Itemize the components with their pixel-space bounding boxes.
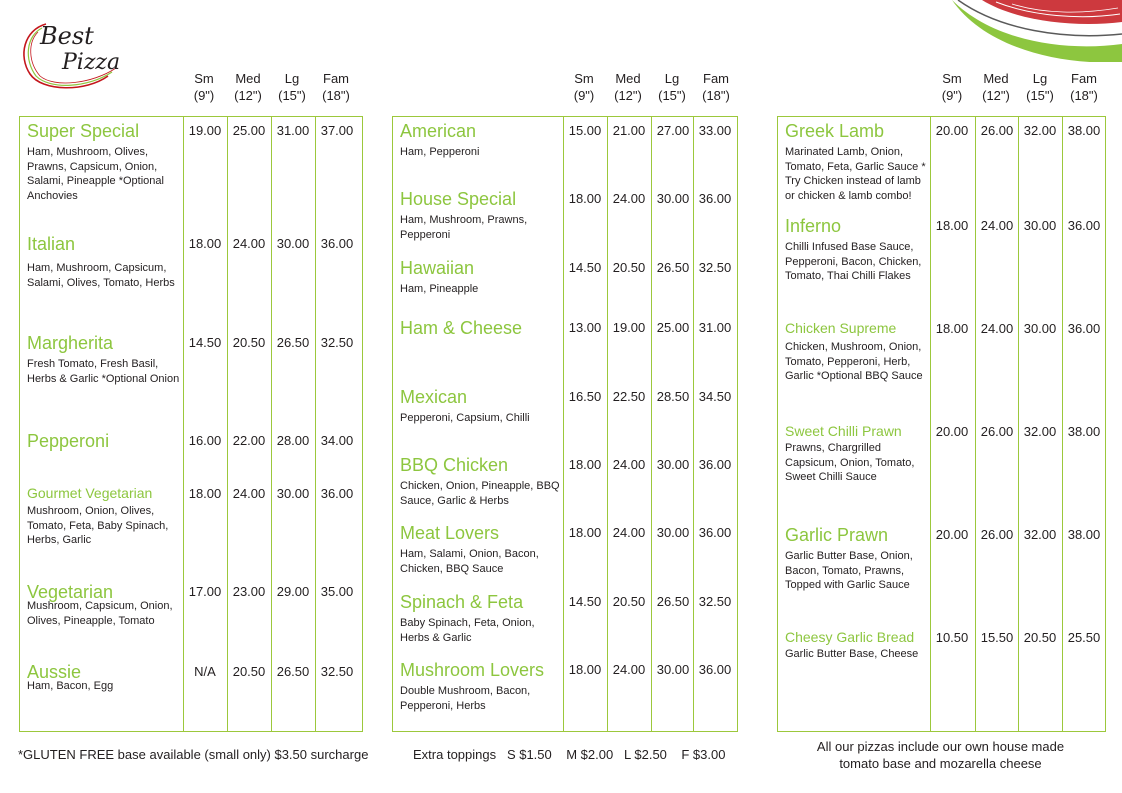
price-medium: 24.00 xyxy=(612,662,646,677)
price-small: 15.00 xyxy=(568,123,602,138)
price-family: 38.00 xyxy=(1067,527,1101,542)
size-header-large: Lg (15") xyxy=(278,71,306,103)
price-family: 33.00 xyxy=(698,123,732,138)
price-family: 34.00 xyxy=(320,433,354,448)
price-medium: 21.00 xyxy=(612,123,646,138)
price-large: 20.50 xyxy=(1023,630,1057,645)
price-small: 14.50 xyxy=(568,260,602,275)
item-name: Chicken Supreme xyxy=(785,320,897,336)
price-family: 36.00 xyxy=(698,662,732,677)
price-medium: 20.50 xyxy=(232,335,266,350)
size-header xyxy=(930,70,1106,104)
item-name: Garlic Prawn xyxy=(785,525,889,545)
item-name: Vegetarian xyxy=(27,582,114,602)
price-small: 20.00 xyxy=(935,123,969,138)
price-large: 28.50 xyxy=(656,389,690,404)
price-family: 38.00 xyxy=(1067,424,1101,439)
item-name: Pepperoni xyxy=(27,431,110,451)
brand-name-pizza: Pizza xyxy=(62,50,121,75)
item-name: Meat Lovers xyxy=(400,523,500,543)
item-description: Garlic Butter Base, Cheese xyxy=(785,648,919,660)
price-family: 36.00 xyxy=(698,191,732,206)
size-header-family: Fam (18") xyxy=(702,71,730,103)
price-medium: 26.00 xyxy=(980,424,1014,439)
price-family: 37.00 xyxy=(320,123,354,138)
price-family: 34.50 xyxy=(698,389,732,404)
price-small: 16.00 xyxy=(188,433,222,448)
size-header-large: Lg (15") xyxy=(1026,71,1054,103)
item-description: Mushroom, Capsicum, Onion, Olives, Pineapple, Tomato xyxy=(27,600,173,627)
size-header-small: Sm (9") xyxy=(193,71,215,103)
item-name: Spinach & Feta xyxy=(400,592,524,612)
price-large: 32.00 xyxy=(1023,527,1057,542)
price-family: 31.00 xyxy=(698,320,732,335)
size-header-small: Sm (9") xyxy=(573,71,595,103)
price-large: 30.00 xyxy=(656,191,690,206)
price-large: 25.00 xyxy=(656,320,690,335)
item-name: Mushroom Lovers xyxy=(400,660,545,680)
price-medium: 24.00 xyxy=(612,525,646,540)
item-description: Ham, Mushroom, Olives, Prawns, Capsicum, Onion, Salami, Pineapple *Optional Anchovies xyxy=(27,146,164,202)
item-name: Inferno xyxy=(785,216,842,236)
price-medium: 24.00 xyxy=(980,321,1014,336)
price-small: 20.00 xyxy=(935,424,969,439)
gluten-free-note: *GLUTEN FREE base available (small only) $3.50 surcharge xyxy=(18,747,369,762)
price-family: 36.00 xyxy=(698,525,732,540)
item-description: Marinated Lamb, Onion, Tomato, Feta, Garlic Sauce * Try Chicken instead of lamb or chicken & lamb combo! xyxy=(785,146,926,202)
item-name: American xyxy=(400,121,477,141)
price-medium: 24.00 xyxy=(612,191,646,206)
house-sauce-line-2: tomato base and mozarella cheese xyxy=(839,756,1042,771)
price-medium: 25.00 xyxy=(232,123,266,138)
item-description: Prawns, Chargrilled Capsicum, Onion, Tomato, Sweet Chilli Sauce xyxy=(785,442,915,483)
price-medium: 26.00 xyxy=(980,123,1014,138)
item-description: Ham, Mushroom, Prawns, Pepperoni xyxy=(400,214,528,241)
item-name: Greek Lamb xyxy=(785,121,885,141)
item-name: Super Special xyxy=(27,121,140,141)
price-family: 36.00 xyxy=(1067,321,1101,336)
price-small: 18.00 xyxy=(188,486,222,501)
size-header xyxy=(562,70,738,104)
item-description: Ham, Pineapple xyxy=(400,283,479,295)
price-medium: 24.00 xyxy=(980,218,1014,233)
item-name: Gourmet Vegetarian xyxy=(27,485,153,501)
item-description: Ham, Mushroom, Capsicum, Salami, Olives, Tomato, Herbs xyxy=(27,262,175,289)
item-name: Hawaiian xyxy=(400,258,475,278)
price-small: 17.00 xyxy=(188,584,222,599)
price-large: 27.00 xyxy=(656,123,690,138)
price-medium: 22.00 xyxy=(232,433,266,448)
price-large: 26.50 xyxy=(656,594,690,609)
price-small: 16.50 xyxy=(568,389,602,404)
price-family: 36.00 xyxy=(698,457,732,472)
price-medium: 24.00 xyxy=(232,486,266,501)
size-header-family: Fam (18") xyxy=(1070,71,1098,103)
price-large: 28.00 xyxy=(276,433,310,448)
item-description: Chicken, Onion, Pineapple, BBQ Sauce, Garlic & Herbs xyxy=(400,480,560,507)
price-large: 26.50 xyxy=(276,664,310,679)
price-small: 20.00 xyxy=(935,527,969,542)
price-small: 14.50 xyxy=(188,335,222,350)
price-medium: 20.50 xyxy=(612,260,646,275)
item-description: Ham, Salami, Onion, Bacon, Chicken, BBQ Sauce xyxy=(400,548,539,575)
item-name: Ham & Cheese xyxy=(400,318,523,338)
item-name: Italian xyxy=(27,234,76,254)
item-name: Cheesy Garlic Bread xyxy=(785,629,915,645)
size-header-small: Sm (9") xyxy=(941,71,963,103)
price-medium: 19.00 xyxy=(612,320,646,335)
price-medium: 24.00 xyxy=(612,457,646,472)
price-small: 18.00 xyxy=(568,525,602,540)
price-medium: 20.50 xyxy=(612,594,646,609)
menu-panel-2 xyxy=(392,116,738,732)
menu-panel-1 xyxy=(19,116,363,732)
price-large: 30.00 xyxy=(276,486,310,501)
price-medium: 20.50 xyxy=(232,664,266,679)
price-large: 31.00 xyxy=(276,123,310,138)
price-family: 36.00 xyxy=(320,486,354,501)
item-description: Chilli Infused Base Sauce, Pepperoni, Bacon, Chicken, Tomato, Thai Chilli Flakes xyxy=(785,241,922,282)
size-header-family: Fam (18") xyxy=(322,71,350,103)
price-family: 36.00 xyxy=(1067,218,1101,233)
price-family: 32.50 xyxy=(320,664,354,679)
price-large: 26.50 xyxy=(276,335,310,350)
item-name: Aussie xyxy=(27,662,82,682)
price-large: 26.50 xyxy=(656,260,690,275)
price-family: 32.50 xyxy=(320,335,354,350)
price-large: 30.00 xyxy=(276,236,310,251)
price-small: 18.00 xyxy=(935,218,969,233)
menu-panel-3 xyxy=(777,116,1106,732)
price-large: 30.00 xyxy=(1023,218,1057,233)
item-description: Chicken, Mushroom, Onion, Tomato, Pepperoni, Herb, Garlic *Optional BBQ Sauce xyxy=(785,341,923,382)
price-large: 32.00 xyxy=(1023,123,1057,138)
price-small: 18.00 xyxy=(568,457,602,472)
price-small: 18.00 xyxy=(935,321,969,336)
price-small: 13.00 xyxy=(568,320,602,335)
price-medium: 24.00 xyxy=(232,236,266,251)
price-medium: 15.50 xyxy=(980,630,1014,645)
size-header-large: Lg (15") xyxy=(658,71,686,103)
extra-toppings-note: Extra toppings S $1.50 M $2.00 L $2.50 F $3.00 xyxy=(413,747,726,762)
price-small: 18.00 xyxy=(568,191,602,206)
price-large: 30.00 xyxy=(656,662,690,677)
price-large: 30.00 xyxy=(656,525,690,540)
brand-logo xyxy=(16,16,128,96)
size-header-medium: Med (12") xyxy=(614,71,642,103)
item-description: Ham, Pepperoni xyxy=(400,146,480,158)
price-medium: 23.00 xyxy=(232,584,266,599)
price-large: 30.00 xyxy=(1023,321,1057,336)
price-large: 29.00 xyxy=(276,584,310,599)
price-family: 25.50 xyxy=(1067,630,1101,645)
item-description: Fresh Tomato, Fresh Basil, Herbs & Garlic *Optional Onion xyxy=(27,358,180,385)
item-description: Double Mushroom, Bacon, Pepperoni, Herbs xyxy=(400,685,531,712)
item-name: House Special xyxy=(400,189,517,209)
price-small: 10.50 xyxy=(935,630,969,645)
price-small: 18.00 xyxy=(188,236,222,251)
price-medium: 22.50 xyxy=(612,389,646,404)
size-header-medium: Med (12") xyxy=(234,71,262,103)
item-description: Garlic Butter Base, Onion, Bacon, Tomato, Prawns, Topped with Garlic Sauce xyxy=(785,550,913,591)
price-family: 38.00 xyxy=(1067,123,1101,138)
price-small: N/A xyxy=(194,664,216,679)
house-sauce-note xyxy=(777,738,1104,772)
size-header-medium: Med (12") xyxy=(982,71,1010,103)
brand-name-best: Best xyxy=(40,22,94,50)
price-small: 19.00 xyxy=(188,123,222,138)
house-sauce-line-1: All our pizzas include our own house made xyxy=(816,739,1065,754)
item-name: Margherita xyxy=(27,333,114,353)
item-name: Sweet Chilli Prawn xyxy=(785,423,902,439)
decorative-swoosh-icon xyxy=(952,0,1122,62)
item-description: Mushroom, Onion, Olives, Tomato, Feta, Baby Spinach, Herbs, Garlic xyxy=(27,505,169,546)
price-family: 32.50 xyxy=(698,594,732,609)
item-description: Pepperoni, Capsium, Chilli xyxy=(400,412,530,424)
price-family: 32.50 xyxy=(698,260,732,275)
price-family: 36.00 xyxy=(320,236,354,251)
price-family: 35.00 xyxy=(320,584,354,599)
item-name: BBQ Chicken xyxy=(400,455,509,475)
item-description: Ham, Bacon, Egg xyxy=(27,680,114,692)
price-large: 32.00 xyxy=(1023,424,1057,439)
price-large: 30.00 xyxy=(656,457,690,472)
item-name: Mexican xyxy=(400,387,468,407)
item-description: Baby Spinach, Feta, Onion, Herbs & Garlic xyxy=(400,617,535,644)
price-small: 14.50 xyxy=(568,594,602,609)
size-header xyxy=(182,70,358,104)
price-small: 18.00 xyxy=(568,662,602,677)
price-medium: 26.00 xyxy=(980,527,1014,542)
